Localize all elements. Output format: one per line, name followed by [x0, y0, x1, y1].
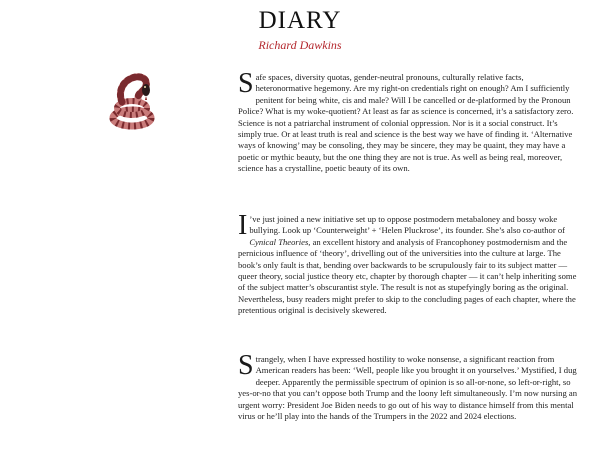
paragraph-1 — [238, 68, 578, 175]
paragraph-3 — [238, 350, 578, 422]
paragraph-text: ’ve just joined a new initiative set up to oppose postmodern metabaloney and bossy woke bullying. Look up ‘Counterweight’ + ‘Helen Pluckrose’, its founder. She’s also co-author of — [249, 214, 566, 236]
paragraph-text: , an excellent history and analysis of Francophoney postmodernism and the pernicious influence of ‘theory’, drivelling out of the universities into the culture at large. The book’s only fault is that, bending over backwards to be scrupulously fair to its subject matter — queer theory, social justice theory etc, chapter by thorough chapter — it can’t help inheriting some of the subject matter’s obscurantist style. The result is not as stupefyingly boring as the original. Nevertheless, busy readers might prefer to skip to the concluding pages of each chapter, where the pretentious original is decisively skewered. — [238, 236, 577, 316]
paragraph-2 — [238, 210, 578, 317]
author-byline: Richard Dawkins — [258, 38, 342, 52]
dropcap: S — [238, 350, 254, 381]
snake-icon — [108, 70, 160, 132]
paragraph-text: trangely, when I have expressed hostility to woke nonsense, a significant reaction from American readers has been: ‘Well, people like you brought it on yourselves.’ Mystified, I dug deeper. Apparently the permissible spectrum of opinion is so all-or-none, so left-or-right, so yes-or-no that you can’t oppose both Trump and the loony left simultaneously. I’m now nursing an urgent worry: President Joe Biden needs to go out of his way to distance himself from this mental virus or he’ll play into the hands of the Trumpers in the 2022 and 2024 elections. — [238, 354, 577, 422]
page-title: DIARY — [258, 7, 342, 34]
paragraph-text: afe spaces, diversity quotas, gender-neutral pronouns, culturally relative facts, heteronormative hegemony. Are my right-on credentials right on enough? Am I sufficiently penitent for being white, cis and male? Will I be cancelled or de-platformed by the Pronoun Police? What is my woke-quotient? At least as far as science is concerned, it’s a satisfactory zero. Science is not a patriarchal instrument of colonial oppression. Nor is it a social construct. It’s simply true. Or at least truth is real and science is the best way we have of finding it. ‘Alternative ways of knowing’ may be consoling, they may be sincere, they may be quaint, they may have a poetic or mythic beauty, but the one thing they are not is true. As well as being real, moreover, science has a crystalline, poetic beauty of its own. — [238, 72, 574, 174]
header — [0, 0, 600, 53]
book-title: Cynical Theories — [249, 236, 309, 247]
dropcap: I — [238, 210, 248, 241]
dropcap: S — [238, 68, 254, 99]
